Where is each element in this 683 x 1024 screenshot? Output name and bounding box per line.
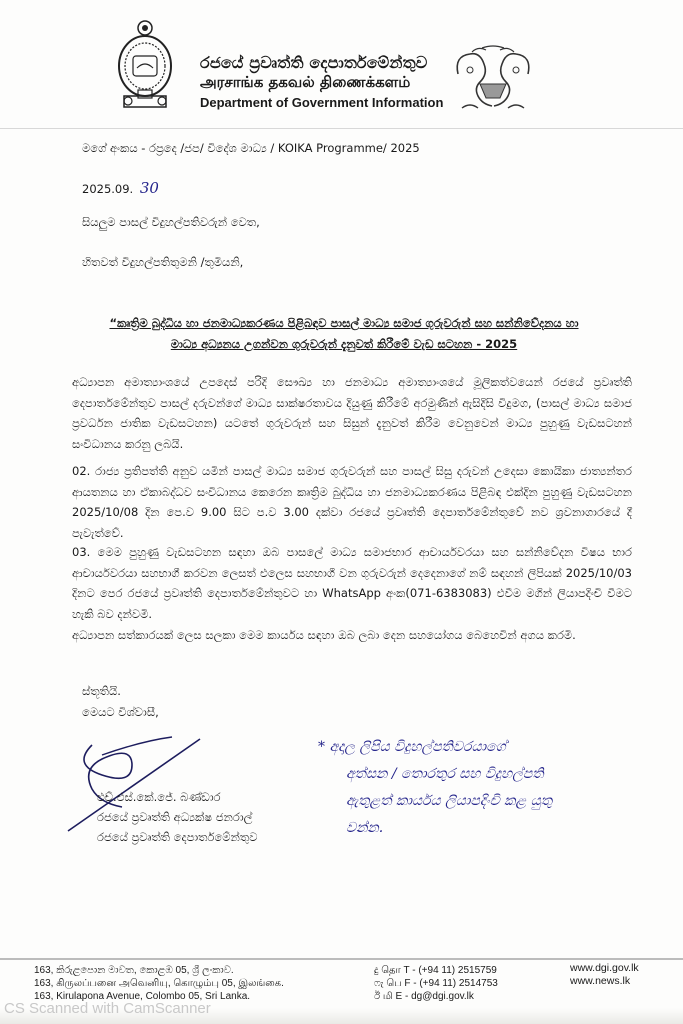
closing-sign-off: මෙයට විශ්වාසී,: [82, 705, 159, 719]
signatory-name: එච්.එස්.කේ.ජේ. බණ්ඩාර: [97, 790, 221, 804]
camscanner-watermark: CS Scanned with CamScanner: [4, 1000, 211, 1017]
address-tamil: 163, கிருலப்பனை அவெனியு, கொழும்பு 05, இலங்கை.: [34, 978, 284, 989]
header-divider: [0, 128, 683, 129]
closing-thanks: ස්තූතියි.: [82, 684, 121, 698]
phone-label: දු தொ T: [374, 965, 410, 976]
footer-websites: [570, 962, 639, 988]
note-line-4: වන්න.: [346, 820, 384, 836]
department-name-english: Department of Government Information: [200, 95, 444, 110]
reference-number: මගේ අංකය - රප්‍රදෙ /ජප/ විදේශ මාධ්‍ය / KOIKA Programme/ 2025: [82, 141, 420, 155]
national-emblem-icon: [116, 18, 174, 110]
email-link[interactable]: dg@dgi.gov.lk: [411, 991, 474, 1002]
footer-contacts: දු தொ T - (+94 11) 2515759 ෆැ பெ F - (+94 11) 2514753 ඊ மி E - dg@dgi.gov.lk: [374, 965, 498, 1002]
salutation: හිතවත් විදුහල්පතිතුමනි /තුමියනි,: [82, 255, 244, 269]
footer-address: [34, 964, 284, 1003]
footer-divider: [0, 958, 683, 960]
subject-heading: [74, 313, 614, 355]
note-line-1: * අදාල ලිපිය විදුහල්පතිවරයාගේ: [318, 739, 506, 755]
paragraph-4: අධ්‍යාපන සත්කාරයක් ලෙස සලකා මෙම කාර්යය සඳහා ඔබ ලබා දෙන සහයෝගය බෙහෙවින් අගය කරමි.: [72, 628, 576, 642]
fax-number: (+94 11) 2514753: [419, 978, 498, 989]
fax-label: ෆැ பெ F: [374, 978, 411, 989]
date: [82, 179, 159, 197]
paragraph-2: 02. රාජ්‍ය ප්‍රතිපත්ති අනුව යමින් පාසල් මාධ්‍ය සමාජ ගුරුවරුන් සහ පාසල් සිසු දරුවන් උදෙසා කොයිකා ජාත්‍යන්තර ආයතනය හා ඒකාබද්ධව සංවිධානය කෙරෙන කෘත්‍රිම බුද්ධිය හා ජනමාධ්‍යකරණය පිළිබඳ එක්දින පුහුණු වැඩසටහන 2025/10/08 දින පෙ.ව 9.00 සිට ප.ව 3.00 දක්වා රජයේ ප්‍රවෘත්ති දෙපාර්තමේන්තුවේ නව ශ්‍රවනාගාරයේ දී පැවැත්වේ.: [72, 464, 632, 540]
signatory-block: [97, 787, 258, 847]
signatory-title: රජයේ ප්‍රවෘත්ති අධ්‍යක්ෂ ජනරාල්: [97, 810, 253, 824]
lion-crest-icon: [452, 44, 534, 116]
note-line-3: ඇතුළත් කාර්යය ලියාපදිංචි කළ යුතු: [346, 793, 553, 809]
paragraph-1: අධ්‍යාපන අමාත්‍යාංශයේ උපදෙස් පරිදි සෞඛ්‍ය හා ජනමාධ්‍ය අමාත්‍යාංශයේ මූලිකත්වයෙන් රජයේ ප්‍රවෘත්ති දෙපාර්තමේන්තුව පාසල් දරුවන්ගේ මාධ්‍ය සාක්ෂරතාවය දියුණු කිරීමේ අරමුණින් ඇසිදිසි විදුමග, (පාසල් මාධ්‍ය සමාජ ප්‍රවර්ධන ජාතික වැඩසටහන) යටතේ ගුරුවරුන් සහ සිසුන් දැනුවත් කිරීම වෙනුවෙන් මාධ්‍ය පුහුණු වැඩසටහන් සංවිධානය කරනු ලබයි.: [72, 375, 632, 451]
email-label: ඊ மி E: [374, 991, 403, 1002]
department-name-sinhala: රජයේ ප්‍රවෘත්ති දෙපාර්තමේන්තුව: [200, 53, 428, 72]
date-printed: 2025.09.: [82, 182, 134, 196]
addressee: සියලුම පාසල් විදුහල්පතිවරුන් වෙත,: [82, 215, 260, 229]
handwritten-note: [318, 734, 678, 864]
signatory-department: රජයේ ප්‍රවෘත්ති දෙපාර්තමේන්තුව: [97, 830, 258, 844]
website-news-link[interactable]: www.news.lk: [570, 975, 631, 987]
address-english: 163, Kirulapona Avenue, Colombo 05, Sri Lanka.: [34, 991, 251, 1002]
department-name-tamil: அரசாங்க தகவல் திணைக்களம்: [200, 73, 411, 91]
phone-number[interactable]: (+94 11) 2515759: [418, 965, 497, 976]
note-line-2: අත්සන / තොරතුර සහ විදුහල්පති: [346, 766, 544, 782]
paragraph-3: 03. මෙම පුහුණු වැඩසටහන සඳහා ඔබ පාසලේ මාධ්‍ය සමාජභාර ආචාර්යවරයා සහ සන්නිවේදන විෂය භාර ආචාර්යවරයා සහභාගී කරවන ලෙසත් එලෙස සහභාගී වන ගුරුවරුන් දෙදෙනාගේ නම් සඳහන් ලිපියක් 2025/10/03 දිනට පෙර රජයේ ප්‍රවෘත්ති දෙපාර්තමේන්තුවට හා WhatsApp අංක(071-6383083) එවීම මගින් ලියාපදිංචි වීමට හැකි බව දන්වමි.: [72, 545, 632, 621]
date-handwritten-day: 30: [139, 179, 159, 197]
website-dgi-link[interactable]: www.dgi.gov.lk: [570, 962, 639, 974]
address-sinhala: 163, කිරුළපොන මාවත, කොළඹ 05, ශ්‍රී ලංකාව.: [34, 965, 234, 976]
subject-line-2: මාධ්‍ය අධ්‍යනය උගන්වන ගුරුවරුන් දැනුවත් කිරීමේ වැඩ සටහන - 2025: [170, 337, 518, 351]
subject-line-1: “කෘත්‍රිම බුද්ධිය හා ජනමාධ්‍යකරණය පිළිබඳව පාසල් මාධ්‍ය සමාජ ගුරුවරුන් සහ සන්නිවේදනය හා: [109, 316, 579, 330]
